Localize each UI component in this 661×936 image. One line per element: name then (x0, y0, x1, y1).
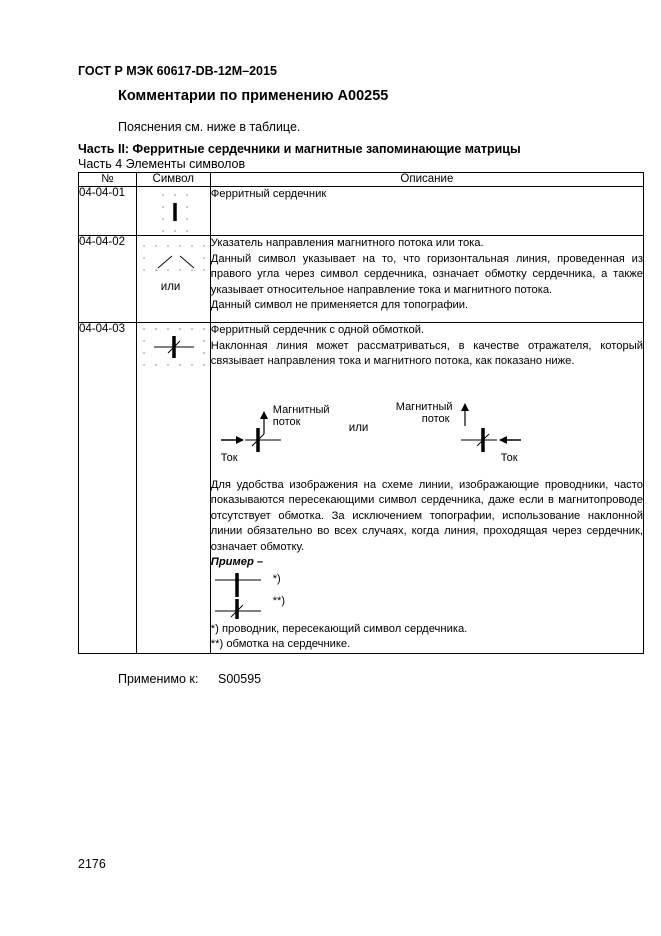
intro-text: Пояснения см. ниже в таблице. (118, 120, 301, 134)
flux-label-left: Магнитный (272, 403, 330, 416)
symbol-cell (136, 187, 210, 236)
current-label-right: Ток (500, 451, 518, 464)
table-row (79, 323, 644, 654)
standard-number: ГОСТ Р МЭК 60617-DB-12M–2015 (78, 64, 277, 78)
footnote-2: **) обмотка на сердечнике. (210, 638, 351, 650)
flux-label-right-2: поток (421, 412, 450, 425)
description-line: Указатель направления магнитного потока или тока. (210, 237, 484, 249)
table-row (79, 187, 644, 236)
flux-label-right: Магнитный (395, 400, 453, 413)
flux-label-left-2: поток (272, 415, 301, 428)
applicable-label: Применимо к: (118, 672, 199, 686)
current-label-left: Ток (220, 451, 238, 464)
page-title: Комментарии по применению А00255 (118, 88, 389, 104)
description-paragraph: Наклонная линия может рассматриваться, в качестве отражателя, который связывает направления тока и магнитного потока, как показано ниже. (210, 339, 643, 367)
description-paragraph: Для удобства изображения на схеме линии, изображающие проводники, часто показываются пересекающими символ сердечника, даже если в магнитопроводе отсутствует обмотка. За исключением топографии, использование наклонной линии обязательно во всех случаях, когда линия, проходящая через сердечник, означает обмотку. (210, 478, 643, 553)
footnote-1: *) проводник, пересекающий символ сердечника. (210, 622, 468, 635)
page-number: 2176 (78, 857, 106, 871)
symbols-table (78, 172, 644, 654)
ferrite-core-symbol (137, 187, 210, 235)
symbol-cell (136, 323, 210, 654)
description-paragraph: Данный символ указывает на то, что горизонтальная линия, проведенная из правого угла через символ сердечника, означает обмотку сердечника, а также указывает относительное направление тока и магнитного потока. (210, 252, 643, 296)
table-header-row (79, 173, 644, 187)
description-line: Ферритный сердечник с одной обмоткой. (210, 324, 425, 336)
or-label: или (348, 421, 369, 434)
symbol-cell (136, 236, 210, 323)
example-drawing (211, 571, 331, 619)
part-heading: Часть II: Ферритные сердечники и магнитные запоминающие матрицы (78, 142, 521, 156)
column-header-symbol: Символ (136, 173, 210, 187)
description-cell (210, 187, 643, 236)
flux-direction-symbol (137, 236, 210, 322)
table-row (79, 236, 644, 323)
description-line: Данный символ не применяется для топографии. (210, 299, 469, 311)
description-line: Ферритный сердечник (210, 188, 327, 200)
row-number: 04-04-01 (79, 187, 137, 236)
example-mark-1: *) (272, 572, 281, 585)
column-header-number: № (79, 173, 137, 187)
row-number: 04-04-02 (79, 236, 137, 323)
example-mark-2: **) (272, 594, 286, 607)
applicable-value: S00595 (218, 672, 262, 686)
core-with-winding-symbol (137, 323, 210, 373)
symbol-or-label: или (160, 281, 181, 293)
subpart-heading: Часть 4 Элементы символов (78, 157, 246, 171)
description-cell (210, 323, 643, 654)
example-figure (211, 571, 643, 619)
winding-direction-figure (211, 370, 643, 468)
column-header-description: Описание (210, 173, 643, 187)
example-label: Пример – (210, 556, 264, 568)
description-cell (210, 236, 643, 323)
row-number: 04-04-03 (79, 323, 137, 654)
